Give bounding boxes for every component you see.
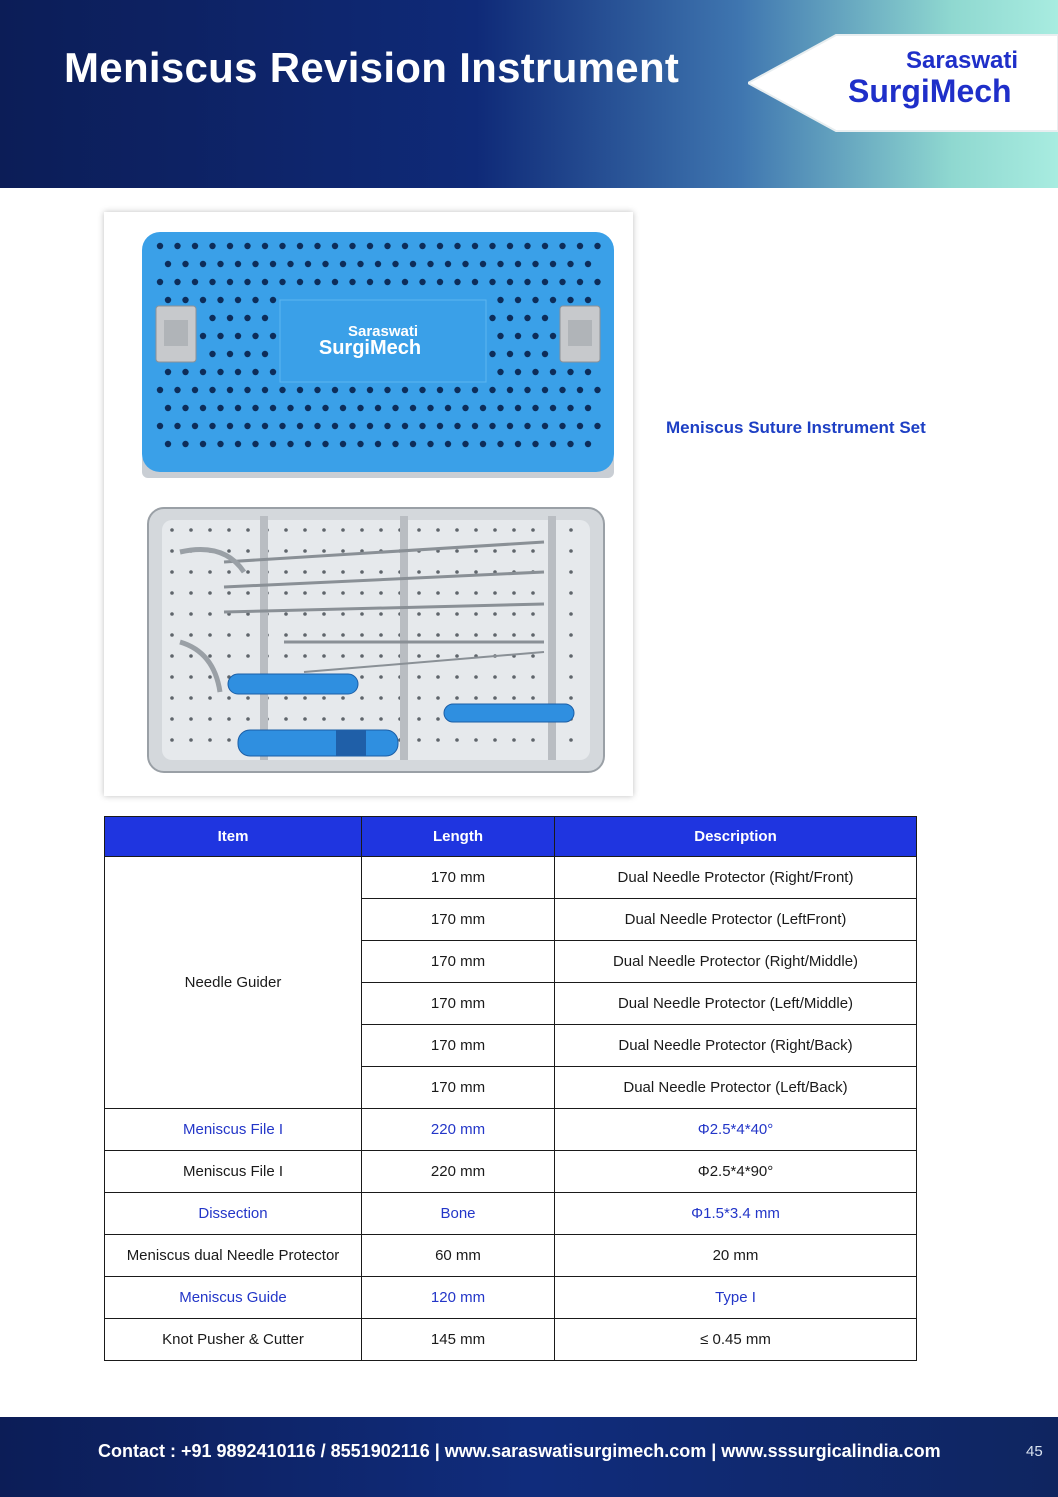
- description-cell: Dual Needle Protector (Left/Middle): [555, 983, 917, 1025]
- length-cell: 170 mm: [362, 983, 555, 1025]
- description-cell: Dual Needle Protector (Right/Middle): [555, 941, 917, 983]
- logo-line1: Saraswati: [906, 47, 1019, 74]
- table-row: [105, 1319, 917, 1361]
- page-number: 45: [1026, 1443, 1043, 1460]
- length-cell: 120 mm: [362, 1277, 555, 1319]
- description-cell: 20 mm: [555, 1235, 917, 1277]
- length-cell: 170 mm: [362, 899, 555, 941]
- length-cell: 170 mm: [362, 941, 555, 983]
- length-cell: 220 mm: [362, 1109, 555, 1151]
- length-cell: 220 mm: [362, 1151, 555, 1193]
- length-cell: 170 mm: [362, 1067, 555, 1109]
- lid-logo-line1: Saraswati: [347, 323, 419, 340]
- description-cell: Φ1.5*3.4 mm: [555, 1193, 917, 1235]
- col-header-item: Item: [105, 817, 362, 857]
- item-cell: Meniscus File I: [105, 1109, 362, 1151]
- length-cell: 170 mm: [362, 857, 555, 899]
- page-title: Meniscus Revision Instrument: [64, 44, 680, 91]
- item-cell: Meniscus Guide: [105, 1277, 362, 1319]
- page-footer: [0, 1417, 1058, 1497]
- tray-base: [148, 508, 604, 772]
- table-row: [105, 1109, 917, 1151]
- spec-table: [104, 816, 917, 1361]
- table-row: [105, 1235, 917, 1277]
- col-header-length: Length: [362, 817, 555, 857]
- length-cell: 145 mm: [362, 1319, 555, 1361]
- item-cell: Meniscus File I: [105, 1151, 362, 1193]
- table-row: [105, 1277, 917, 1319]
- length-cell: 60 mm: [362, 1235, 555, 1277]
- page-header: [0, 0, 1058, 188]
- description-cell: Type I: [555, 1277, 917, 1319]
- logo-wordmark: [848, 49, 1048, 107]
- description-cell: Dual Needle Protector (Left/Back): [555, 1067, 917, 1109]
- logo-line2: SurgiMech: [848, 73, 1012, 109]
- set-title: Meniscus Suture Instrument Set: [666, 418, 926, 437]
- brand-logo: [748, 33, 1058, 133]
- item-cell: Dissection: [105, 1193, 362, 1235]
- table-row: [105, 1151, 917, 1193]
- item-cell: Meniscus dual Needle Protector: [105, 1235, 362, 1277]
- lid-logo-line2: SurgiMech: [318, 337, 422, 359]
- table-row: [105, 857, 917, 899]
- table-row: [105, 1193, 917, 1235]
- description-cell: ≤ 0.45 mm: [555, 1319, 917, 1361]
- item-cell: Knot Pusher & Cutter: [105, 1319, 362, 1361]
- group-item-cell: Needle Guider: [105, 857, 362, 1109]
- length-cell: 170 mm: [362, 1025, 555, 1067]
- description-cell: Dual Needle Protector (LeftFront): [555, 899, 917, 941]
- description-cell: Φ2.5*4*90°: [555, 1151, 917, 1193]
- description-cell: Dual Needle Protector (Right/Front): [555, 857, 917, 899]
- product-photo: [104, 212, 633, 796]
- length-cell: Bone: [362, 1193, 555, 1235]
- instrument-set-illustration: [104, 212, 633, 796]
- col-header-description: Description: [555, 817, 917, 857]
- description-cell: Φ2.5*4*40°: [555, 1109, 917, 1151]
- table-header-row: [105, 817, 917, 857]
- description-cell: Dual Needle Protector (Right/Back): [555, 1025, 917, 1067]
- footer-contact: Contact : +91 9892410116 / 8551902116 | www.saraswatisurgimech.com | www.sssurgicalindia.com: [98, 1441, 941, 1461]
